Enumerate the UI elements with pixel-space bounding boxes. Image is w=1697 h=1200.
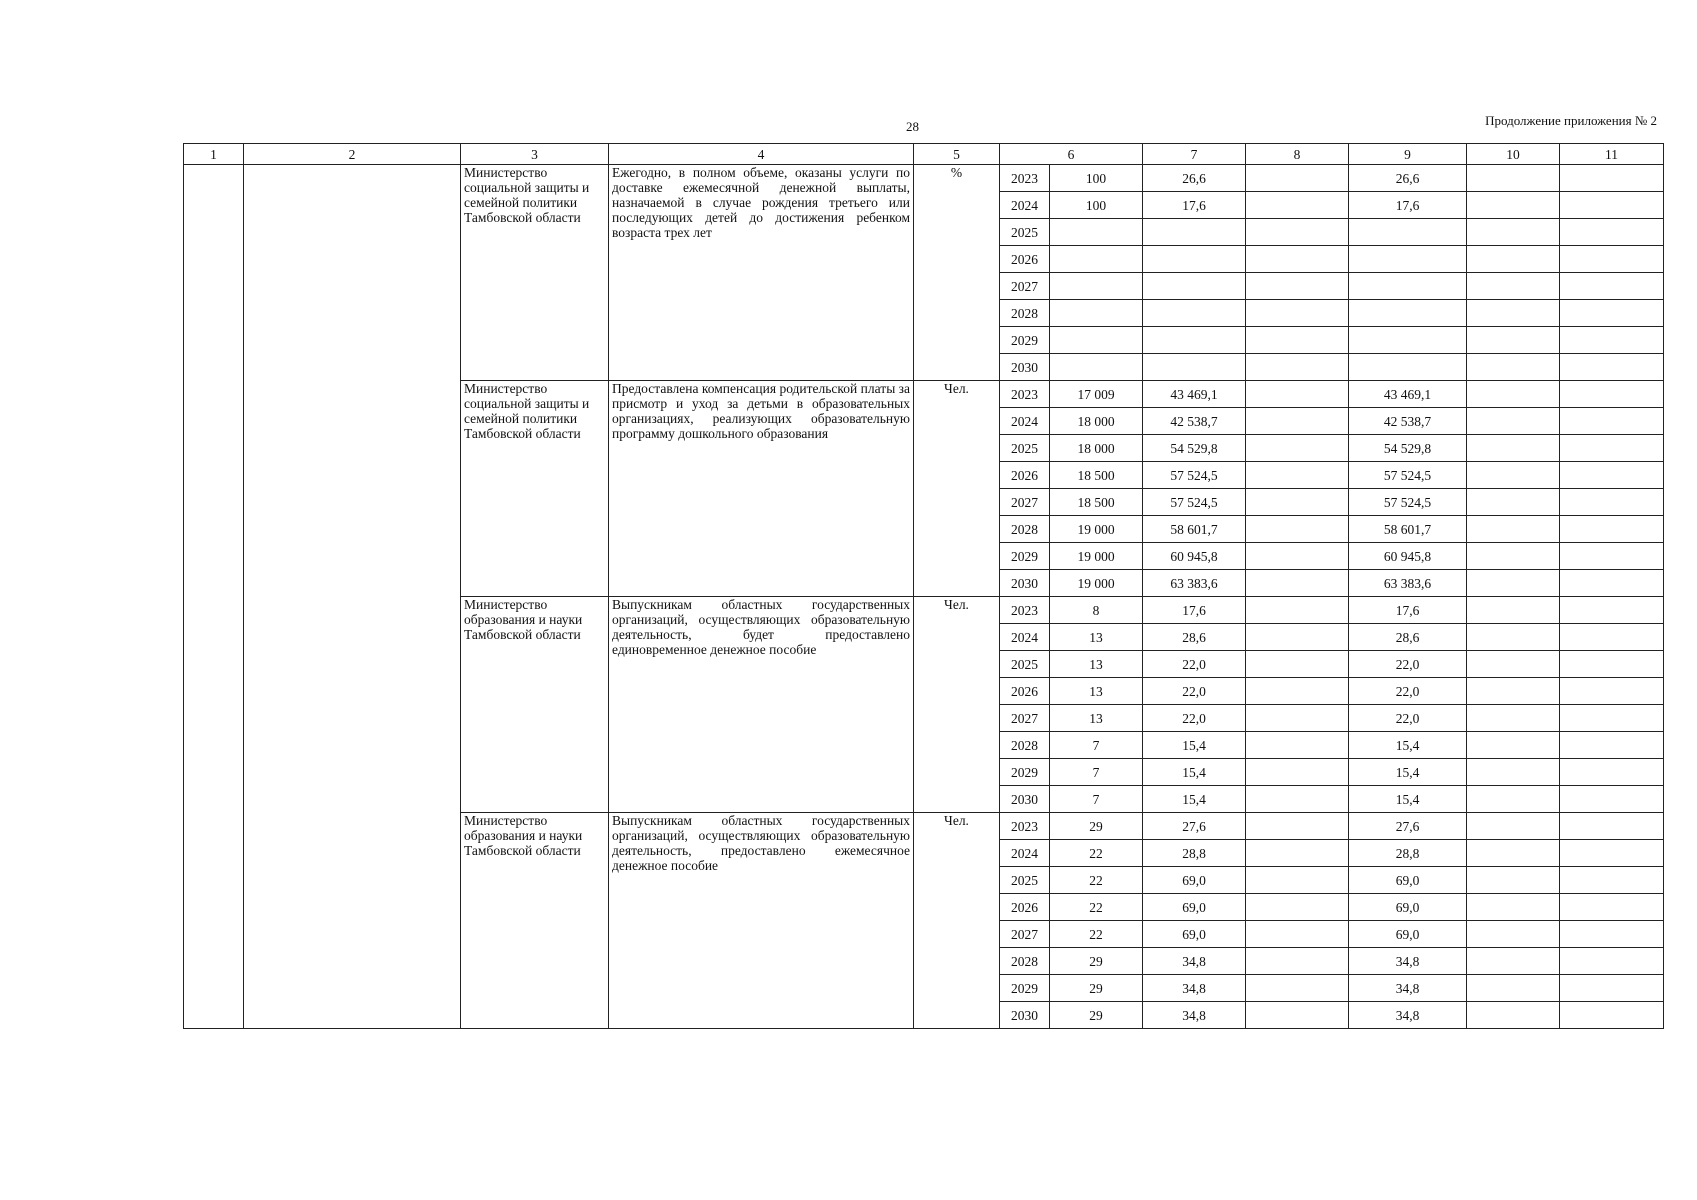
- year-cell: 2023: [1000, 165, 1050, 192]
- amount-cell: 22,0: [1143, 678, 1246, 705]
- column-11-cell: [1560, 921, 1664, 948]
- value-cell: [1050, 246, 1143, 273]
- value-cell: [1050, 273, 1143, 300]
- value-cell: 29: [1050, 948, 1143, 975]
- value-cell: 29: [1050, 1002, 1143, 1029]
- column-11-cell: [1560, 165, 1664, 192]
- column-9-cell: 69,0: [1349, 921, 1467, 948]
- column-10-cell: [1467, 840, 1560, 867]
- column-8-cell: [1246, 165, 1349, 192]
- column-10-cell: [1467, 813, 1560, 840]
- value-cell: 8: [1050, 597, 1143, 624]
- column-11-cell: [1560, 759, 1664, 786]
- year-cell: 2028: [1000, 732, 1050, 759]
- column-11-cell: [1560, 732, 1664, 759]
- year-cell: 2027: [1000, 273, 1050, 300]
- column-11-cell: [1560, 975, 1664, 1002]
- year-cell: 2029: [1000, 759, 1050, 786]
- column-10-cell: [1467, 759, 1560, 786]
- column-header: 10: [1467, 144, 1560, 165]
- column-8-cell: [1246, 597, 1349, 624]
- column-10-cell: [1467, 381, 1560, 408]
- value-cell: 7: [1050, 786, 1143, 813]
- column-9-cell: [1349, 354, 1467, 381]
- year-cell: 2027: [1000, 705, 1050, 732]
- column-8-cell: [1246, 840, 1349, 867]
- column-9-cell: 43 469,1: [1349, 381, 1467, 408]
- amount-cell: [1143, 273, 1246, 300]
- column-9-cell: 69,0: [1349, 894, 1467, 921]
- value-cell: 18 000: [1050, 408, 1143, 435]
- year-cell: 2025: [1000, 651, 1050, 678]
- column-11-cell: [1560, 462, 1664, 489]
- column-9-cell: 60 945,8: [1349, 543, 1467, 570]
- column-11-cell: [1560, 327, 1664, 354]
- column-header: 5: [914, 144, 1000, 165]
- value-cell: 22: [1050, 921, 1143, 948]
- year-cell: 2024: [1000, 408, 1050, 435]
- column-11-cell: [1560, 300, 1664, 327]
- column-8-cell: [1246, 894, 1349, 921]
- column-9-cell: [1349, 327, 1467, 354]
- column-10-cell: [1467, 570, 1560, 597]
- ministry-cell: Министерство образования и науки Тамбовской области: [461, 597, 609, 813]
- column-9-cell: [1349, 246, 1467, 273]
- value-cell: 19 000: [1050, 570, 1143, 597]
- column-11-cell: [1560, 867, 1664, 894]
- column-10-cell: [1467, 354, 1560, 381]
- year-cell: 2026: [1000, 246, 1050, 273]
- year-cell: 2026: [1000, 894, 1050, 921]
- column-10-cell: [1467, 246, 1560, 273]
- column-9-cell: 26,6: [1349, 165, 1467, 192]
- amount-cell: [1143, 300, 1246, 327]
- column-1-cell: [184, 165, 244, 1029]
- column-9-cell: 58 601,7: [1349, 516, 1467, 543]
- value-cell: 100: [1050, 192, 1143, 219]
- value-cell: 29: [1050, 813, 1143, 840]
- column-10-cell: [1467, 624, 1560, 651]
- value-cell: 18 500: [1050, 489, 1143, 516]
- column-10-cell: [1467, 651, 1560, 678]
- amount-cell: 17,6: [1143, 192, 1246, 219]
- column-8-cell: [1246, 867, 1349, 894]
- column-8-cell: [1246, 705, 1349, 732]
- amount-cell: 28,6: [1143, 624, 1246, 651]
- column-header: 9: [1349, 144, 1467, 165]
- amount-cell: 34,8: [1143, 1002, 1246, 1029]
- ministry-cell: Министерство социальной защиты и семейной политики Тамбовской области: [461, 165, 609, 381]
- value-cell: 7: [1050, 759, 1143, 786]
- value-cell: 22: [1050, 894, 1143, 921]
- value-cell: 19 000: [1050, 516, 1143, 543]
- column-header: 1: [184, 144, 244, 165]
- column-11-cell: [1560, 543, 1664, 570]
- column-10-cell: [1467, 300, 1560, 327]
- column-header: 2: [244, 144, 461, 165]
- year-cell: 2024: [1000, 624, 1050, 651]
- amount-cell: 22,0: [1143, 651, 1246, 678]
- column-8-cell: [1246, 381, 1349, 408]
- column-8-cell: [1246, 813, 1349, 840]
- column-11-cell: [1560, 624, 1664, 651]
- year-cell: 2027: [1000, 921, 1050, 948]
- column-10-cell: [1467, 678, 1560, 705]
- column-11-cell: [1560, 273, 1664, 300]
- ministry-cell: Министерство социальной защиты и семейной политики Тамбовской области: [461, 381, 609, 597]
- page-number: 28: [906, 119, 919, 134]
- unit-cell: Чел.: [914, 381, 1000, 597]
- column-9-cell: 57 524,5: [1349, 489, 1467, 516]
- column-10-cell: [1467, 894, 1560, 921]
- column-9-cell: 22,0: [1349, 678, 1467, 705]
- ministry-cell: Министерство образования и науки Тамбовской области: [461, 813, 609, 1029]
- column-10-cell: [1467, 732, 1560, 759]
- column-10-cell: [1467, 516, 1560, 543]
- amount-cell: 54 529,8: [1143, 435, 1246, 462]
- column-8-cell: [1246, 786, 1349, 813]
- table-row: [184, 165, 1664, 192]
- column-10-cell: [1467, 408, 1560, 435]
- unit-cell: Чел.: [914, 597, 1000, 813]
- amount-cell: 34,8: [1143, 948, 1246, 975]
- value-cell: 13: [1050, 705, 1143, 732]
- column-8-cell: [1246, 246, 1349, 273]
- column-9-cell: 34,8: [1349, 975, 1467, 1002]
- value-cell: 18 500: [1050, 462, 1143, 489]
- column-11-cell: [1560, 219, 1664, 246]
- column-11-cell: [1560, 516, 1664, 543]
- value-cell: 29: [1050, 975, 1143, 1002]
- year-cell: 2029: [1000, 975, 1050, 1002]
- column-9-cell: 15,4: [1349, 786, 1467, 813]
- column-10-cell: [1467, 192, 1560, 219]
- column-9-cell: [1349, 273, 1467, 300]
- column-10-cell: [1467, 705, 1560, 732]
- amount-cell: 69,0: [1143, 921, 1246, 948]
- column-9-cell: 34,8: [1349, 1002, 1467, 1029]
- column-10-cell: [1467, 543, 1560, 570]
- column-11-cell: [1560, 381, 1664, 408]
- column-9-cell: 34,8: [1349, 948, 1467, 975]
- amount-cell: 58 601,7: [1143, 516, 1246, 543]
- column-11-cell: [1560, 705, 1664, 732]
- column-8-cell: [1246, 975, 1349, 1002]
- column-8-cell: [1246, 678, 1349, 705]
- column-10-cell: [1467, 327, 1560, 354]
- column-11-cell: [1560, 435, 1664, 462]
- amount-cell: 15,4: [1143, 786, 1246, 813]
- year-cell: 2025: [1000, 867, 1050, 894]
- amount-cell: [1143, 327, 1246, 354]
- column-9-cell: [1349, 300, 1467, 327]
- result-description-cell: Ежегодно, в полном объеме, оказаны услуги по доставке ежемесячной денежной выплаты, назначаемой в случае рождения третьего или последующих детей до достижения ребенком возраста трех лет: [609, 165, 914, 381]
- year-cell: 2030: [1000, 354, 1050, 381]
- column-9-cell: 27,6: [1349, 813, 1467, 840]
- column-10-cell: [1467, 435, 1560, 462]
- column-8-cell: [1246, 327, 1349, 354]
- column-8-cell: [1246, 1002, 1349, 1029]
- column-10-cell: [1467, 1002, 1560, 1029]
- column-10-cell: [1467, 867, 1560, 894]
- column-8-cell: [1246, 543, 1349, 570]
- column-number-row: [184, 144, 1664, 165]
- column-9-cell: 54 529,8: [1349, 435, 1467, 462]
- year-cell: 2030: [1000, 1002, 1050, 1029]
- column-9-cell: 28,6: [1349, 624, 1467, 651]
- year-cell: 2023: [1000, 381, 1050, 408]
- column-9-cell: [1349, 219, 1467, 246]
- year-cell: 2024: [1000, 840, 1050, 867]
- value-cell: 13: [1050, 678, 1143, 705]
- year-cell: 2028: [1000, 948, 1050, 975]
- result-description-cell: Выпускникам областных государственных организаций, осуществляющих образовательную деятельность, будет предоставлено единовременное денежное пособие: [609, 597, 914, 813]
- year-cell: 2029: [1000, 543, 1050, 570]
- continuation-note: Продолжение приложения № 2: [1485, 113, 1657, 128]
- amount-cell: 57 524,5: [1143, 489, 1246, 516]
- value-cell: 100: [1050, 165, 1143, 192]
- year-cell: 2027: [1000, 489, 1050, 516]
- column-9-cell: 22,0: [1349, 651, 1467, 678]
- column-11-cell: [1560, 813, 1664, 840]
- year-cell: 2025: [1000, 435, 1050, 462]
- column-10-cell: [1467, 489, 1560, 516]
- value-cell: [1050, 327, 1143, 354]
- value-cell: 17 009: [1050, 381, 1143, 408]
- column-11-cell: [1560, 192, 1664, 219]
- column-2-cell: [244, 165, 461, 1029]
- column-11-cell: [1560, 597, 1664, 624]
- amount-cell: 15,4: [1143, 732, 1246, 759]
- column-11-cell: [1560, 354, 1664, 381]
- column-9-cell: 42 538,7: [1349, 408, 1467, 435]
- column-9-cell: 57 524,5: [1349, 462, 1467, 489]
- column-8-cell: [1246, 624, 1349, 651]
- column-9-cell: 17,6: [1349, 597, 1467, 624]
- column-8-cell: [1246, 516, 1349, 543]
- column-11-cell: [1560, 246, 1664, 273]
- unit-cell: Чел.: [914, 813, 1000, 1029]
- column-8-cell: [1246, 570, 1349, 597]
- year-cell: 2026: [1000, 462, 1050, 489]
- column-8-cell: [1246, 219, 1349, 246]
- value-cell: [1050, 300, 1143, 327]
- year-cell: 2028: [1000, 516, 1050, 543]
- result-description-cell: Предоставлена компенсация родительской платы за присмотр и уход за детьми в образовательных организациях, реализующих образовательную программу дошкольного образования: [609, 381, 914, 597]
- column-9-cell: 15,4: [1349, 732, 1467, 759]
- column-10-cell: [1467, 462, 1560, 489]
- column-8-cell: [1246, 462, 1349, 489]
- value-cell: 22: [1050, 840, 1143, 867]
- value-cell: [1050, 354, 1143, 381]
- amount-cell: 69,0: [1143, 894, 1246, 921]
- year-cell: 2025: [1000, 219, 1050, 246]
- column-9-cell: 69,0: [1349, 867, 1467, 894]
- year-cell: 2029: [1000, 327, 1050, 354]
- amount-cell: 26,6: [1143, 165, 1246, 192]
- column-8-cell: [1246, 732, 1349, 759]
- column-10-cell: [1467, 921, 1560, 948]
- amount-cell: 63 383,6: [1143, 570, 1246, 597]
- value-cell: 19 000: [1050, 543, 1143, 570]
- amount-cell: [1143, 246, 1246, 273]
- column-8-cell: [1246, 300, 1349, 327]
- amount-cell: 60 945,8: [1143, 543, 1246, 570]
- column-10-cell: [1467, 597, 1560, 624]
- value-cell: 13: [1050, 624, 1143, 651]
- column-8-cell: [1246, 435, 1349, 462]
- column-8-cell: [1246, 921, 1349, 948]
- year-cell: 2023: [1000, 597, 1050, 624]
- amount-cell: [1143, 219, 1246, 246]
- column-11-cell: [1560, 678, 1664, 705]
- column-8-cell: [1246, 192, 1349, 219]
- column-11-cell: [1560, 894, 1664, 921]
- value-cell: [1050, 219, 1143, 246]
- column-header: 6: [1000, 144, 1143, 165]
- value-cell: 22: [1050, 867, 1143, 894]
- amount-cell: 69,0: [1143, 867, 1246, 894]
- column-9-cell: 15,4: [1349, 759, 1467, 786]
- column-11-cell: [1560, 948, 1664, 975]
- result-description-cell: Выпускникам областных государственных организаций, осуществляющих образовательную деятельность, предоставлено ежемесячное денежное пособие: [609, 813, 914, 1029]
- column-11-cell: [1560, 651, 1664, 678]
- amount-cell: 34,8: [1143, 975, 1246, 1002]
- column-11-cell: [1560, 1002, 1664, 1029]
- column-10-cell: [1467, 219, 1560, 246]
- amount-cell: 42 538,7: [1143, 408, 1246, 435]
- column-10-cell: [1467, 273, 1560, 300]
- amount-cell: 27,6: [1143, 813, 1246, 840]
- column-8-cell: [1246, 408, 1349, 435]
- year-cell: 2024: [1000, 192, 1050, 219]
- amount-cell: 28,8: [1143, 840, 1246, 867]
- year-cell: 2026: [1000, 678, 1050, 705]
- column-header: 7: [1143, 144, 1246, 165]
- column-8-cell: [1246, 489, 1349, 516]
- column-9-cell: 17,6: [1349, 192, 1467, 219]
- column-8-cell: [1246, 354, 1349, 381]
- column-8-cell: [1246, 948, 1349, 975]
- column-header: 4: [609, 144, 914, 165]
- column-11-cell: [1560, 570, 1664, 597]
- column-8-cell: [1246, 759, 1349, 786]
- column-header: 3: [461, 144, 609, 165]
- column-10-cell: [1467, 165, 1560, 192]
- value-cell: 13: [1050, 651, 1143, 678]
- year-cell: 2023: [1000, 813, 1050, 840]
- amount-cell: 22,0: [1143, 705, 1246, 732]
- column-header: 8: [1246, 144, 1349, 165]
- amount-cell: [1143, 354, 1246, 381]
- amount-cell: 43 469,1: [1143, 381, 1246, 408]
- column-10-cell: [1467, 948, 1560, 975]
- column-9-cell: 22,0: [1349, 705, 1467, 732]
- column-9-cell: 28,8: [1349, 840, 1467, 867]
- amount-cell: 17,6: [1143, 597, 1246, 624]
- appendix-table: [183, 143, 1664, 1029]
- column-10-cell: [1467, 786, 1560, 813]
- year-cell: 2028: [1000, 300, 1050, 327]
- value-cell: 7: [1050, 732, 1143, 759]
- year-cell: 2030: [1000, 786, 1050, 813]
- unit-cell: %: [914, 165, 1000, 381]
- column-8-cell: [1246, 651, 1349, 678]
- column-10-cell: [1467, 975, 1560, 1002]
- column-11-cell: [1560, 408, 1664, 435]
- amount-cell: 57 524,5: [1143, 462, 1246, 489]
- column-header: 11: [1560, 144, 1664, 165]
- value-cell: 18 000: [1050, 435, 1143, 462]
- column-11-cell: [1560, 489, 1664, 516]
- column-9-cell: 63 383,6: [1349, 570, 1467, 597]
- column-8-cell: [1246, 273, 1349, 300]
- amount-cell: 15,4: [1143, 759, 1246, 786]
- column-11-cell: [1560, 840, 1664, 867]
- column-11-cell: [1560, 786, 1664, 813]
- year-cell: 2030: [1000, 570, 1050, 597]
